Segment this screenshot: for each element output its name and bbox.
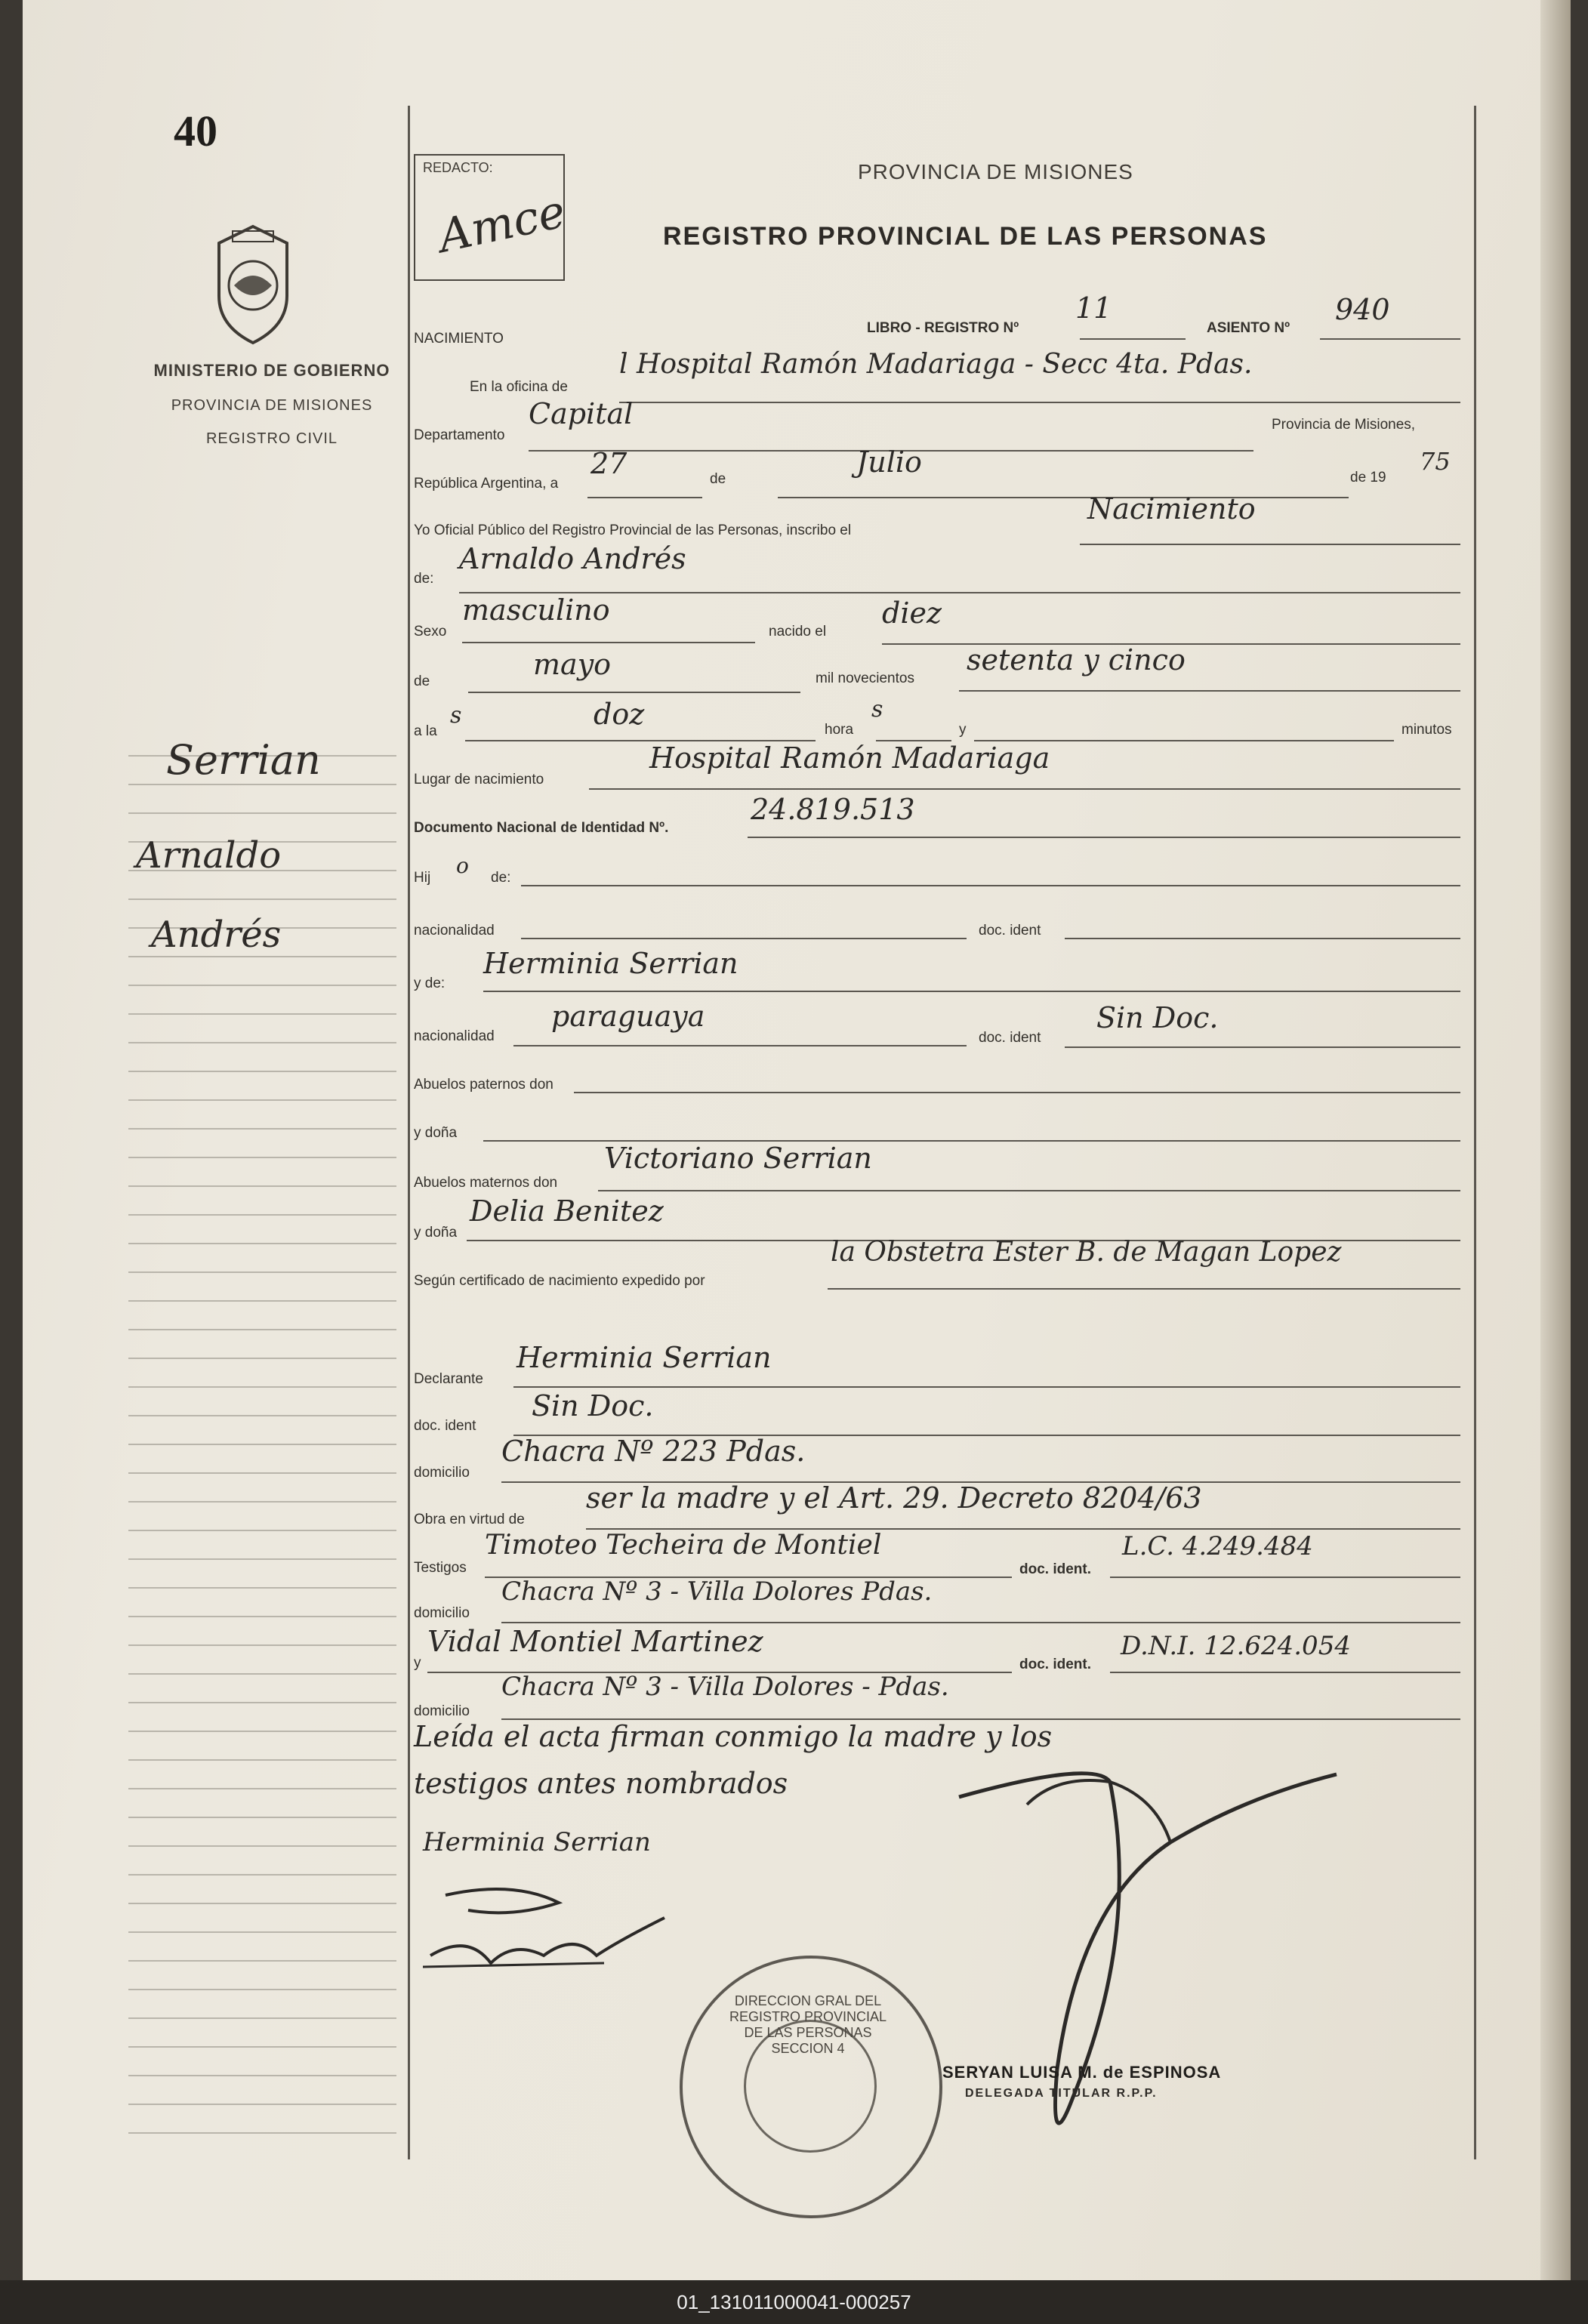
margin-ruled-line	[128, 956, 396, 957]
yde-label: y de:	[414, 976, 446, 991]
official-title: DELEGADA TITULAR R.P.P.	[965, 2087, 1158, 2100]
mes-nac-value: mayo	[533, 648, 612, 681]
province-title: PROVINCIA DE MISIONES	[858, 160, 1133, 183]
ministry-title: MINISTERIO DE GOBIERNO	[153, 361, 390, 380]
de-anio-label: de 19	[1350, 470, 1386, 485]
libro-label: LIBRO - REGISTRO Nº	[867, 320, 1019, 336]
margin-ruled-line	[128, 1099, 396, 1101]
de-label: de	[710, 471, 726, 487]
inscribo-value: Nacimiento	[1087, 492, 1256, 526]
nacimiento-label: NACIMIENTO	[414, 331, 504, 347]
margin-ruled-line	[128, 1845, 396, 1847]
docident1-label: doc. ident	[979, 923, 1041, 939]
asiento-label: ASIENTO Nº	[1207, 320, 1290, 336]
anio-nac-value: setenta y cinco	[967, 643, 1186, 677]
margin-ruled-line	[128, 1300, 396, 1302]
form-underline	[513, 1386, 1460, 1388]
abpat-label: Abuelos paternos don	[414, 1077, 553, 1093]
form-underline	[1080, 338, 1186, 340]
margin-name1: Arnaldo	[136, 834, 282, 877]
docident5-label: doc. ident.	[1019, 1657, 1091, 1672]
closing-line-2: testigos antes nombrados	[414, 1767, 788, 1800]
margin-ruled-line	[128, 1931, 396, 1933]
form-underline	[778, 497, 1349, 498]
margin-ruled-line	[128, 1501, 396, 1503]
form-underline	[1080, 544, 1460, 545]
nacido-label: nacido el	[769, 624, 827, 640]
margin-ruled-line	[128, 1644, 396, 1646]
margin-ruled-line	[128, 1042, 396, 1043]
margin-ruled-line	[128, 1185, 396, 1187]
margin-ruled-line	[128, 1214, 396, 1216]
minutos-label: minutos	[1401, 722, 1452, 738]
margin-ruled-line	[128, 2046, 396, 2048]
form-underline	[1110, 1672, 1460, 1673]
abmat-value: Victoriano Serrian	[604, 1142, 872, 1175]
dni-label: Documento Nacional de Identidad Nº.	[414, 820, 669, 836]
nombre-value: Arnaldo Andrés	[459, 542, 686, 575]
form-underline	[483, 991, 1460, 992]
domicilio1-label: domicilio	[414, 1465, 470, 1481]
asiento-value: 940	[1335, 293, 1390, 326]
hijo-de-label: de:	[491, 870, 511, 886]
sexo-value: masculino	[462, 593, 610, 627]
seal-text: DIRECCION GRAL DEL REGISTRO PROVINCIAL DE LAS PERSONAS SECCION 4	[729, 1993, 887, 2056]
sexo-label: Sexo	[414, 624, 447, 640]
page-number: 40	[174, 106, 217, 156]
margin-ruled-line	[128, 1329, 396, 1330]
margin-ruled-line	[128, 1013, 396, 1015]
oficina-value: l Hospital Ramón Madariaga - Secc 4ta. Pdas.	[619, 349, 1253, 380]
form-underline	[587, 497, 702, 498]
margin-ruled-line	[128, 1874, 396, 1876]
registry-title: REGISTRO PROVINCIAL DE LAS PERSONAS	[663, 222, 1268, 251]
declarante-value: Herminia Serrian	[516, 1341, 772, 1374]
margin-ruled-line	[128, 1759, 396, 1761]
departamento-label: Departamento	[414, 427, 505, 443]
form-underline	[959, 690, 1460, 692]
form-underline	[1065, 1046, 1460, 1048]
left-border-line	[408, 106, 410, 2159]
margin-ruled-line	[128, 1386, 396, 1388]
provincia-label: Provincia de Misiones,	[1272, 417, 1416, 433]
margin-ruled-line	[128, 1989, 396, 1990]
de2-label: de	[414, 673, 430, 689]
margin-ruled-line	[128, 1587, 396, 1589]
ydona2-label: y doña	[414, 1225, 458, 1241]
horas-suffix: s	[871, 696, 883, 723]
nac1-label: nacionalidad	[414, 923, 495, 939]
segun-value: la Obstetra Ester B. de Magan Lopez	[831, 1237, 1342, 1268]
margin-ruled-line	[128, 985, 396, 986]
file-caption: 01_131011000041-000257	[0, 2280, 1588, 2324]
y-label: y	[959, 722, 967, 738]
republica-label: República Argentina, a	[414, 476, 559, 492]
nacido-value: diez	[882, 596, 942, 630]
form-underline	[501, 1622, 1460, 1623]
form-underline	[1065, 938, 1460, 939]
declarante-label: Declarante	[414, 1371, 483, 1387]
docident3-label: doc. ident	[414, 1418, 476, 1434]
testigos-label: Testigos	[414, 1560, 467, 1576]
margin-ruled-line	[128, 1157, 396, 1158]
margin-ruled-line	[128, 2104, 396, 2105]
margin-ruled-line	[128, 1444, 396, 1445]
closing-line-1: Leída el acta firman conmigo la madre y los	[414, 1720, 1053, 1753]
official-name: SERYAN LUISA M. de ESPINOSA	[942, 2063, 1222, 2082]
margin-ruled-line	[128, 1530, 396, 1531]
y2-label: y	[414, 1655, 421, 1671]
margin-ruled-line	[128, 1702, 396, 1703]
anio-value: 75	[1420, 447, 1451, 476]
margin-ruled-line	[128, 1788, 396, 1789]
redacto-label: REDACTO:	[423, 160, 493, 175]
obra-value: ser la madre y el Art. 29. Decreto 8204/63	[586, 1481, 1202, 1515]
form-underline	[521, 938, 967, 939]
margin-name2: Andrés	[151, 914, 282, 956]
form-underline	[748, 837, 1460, 838]
nac2-label: nacionalidad	[414, 1028, 495, 1044]
page-edge	[1540, 0, 1571, 2280]
form-underline	[1110, 1577, 1460, 1578]
form-underline	[462, 642, 755, 643]
testigo1-value: Timoteo Techeira de Montiel	[485, 1530, 882, 1561]
ministry-province: PROVINCIA DE MISIONES	[171, 397, 373, 414]
de-nombre-label: de:	[414, 571, 434, 587]
margin-surname: Serrian	[166, 736, 321, 784]
domicilio1-value: Chacra Nº 223 Pdas.	[501, 1435, 806, 1468]
margin-ruled-line	[128, 2017, 396, 2019]
form-underline	[574, 1092, 1460, 1093]
form-underline	[598, 1190, 1460, 1191]
margin-ruled-line	[128, 1558, 396, 1560]
form-underline	[828, 1288, 1460, 1290]
margin-ruled-line	[128, 2075, 396, 2076]
form-underline	[589, 788, 1460, 790]
redacto-signature: Amce	[433, 185, 570, 264]
oficina-label: En la oficina de	[470, 379, 568, 395]
margin-ruled-line	[128, 1903, 396, 1904]
docident3-value: Sin Doc.	[532, 1389, 654, 1422]
testigo2-value: Vidal Montiel Martinez	[427, 1625, 763, 1658]
margin-ruled-line	[128, 1128, 396, 1130]
hijo-label: Hij	[414, 870, 431, 886]
abmat-label: Abuelos maternos don	[414, 1175, 558, 1191]
mes-value: Julio	[856, 445, 922, 479]
segun-label: Según certificado de nacimiento expedido por	[414, 1273, 705, 1289]
margin-ruled-line	[128, 898, 396, 900]
docident2-value: Sin Doc.	[1096, 1001, 1219, 1034]
form-underline	[521, 885, 1460, 886]
form-underline	[1320, 338, 1460, 340]
margin-ruled-line	[128, 812, 396, 814]
margin-ruled-line	[128, 1673, 396, 1675]
form-underline	[619, 402, 1460, 403]
coat-of-arms-icon	[204, 220, 302, 349]
form-underline	[468, 692, 800, 693]
official-signature-icon	[944, 1752, 1472, 2175]
ydona2-value: Delia Benitez	[470, 1194, 664, 1228]
dia-value: 27	[590, 447, 627, 480]
margin-ruled-line	[128, 1271, 396, 1273]
madre-value: Herminia Serrian	[483, 947, 738, 980]
ministry-registry: REGISTRO CIVIL	[205, 430, 338, 447]
margin-ruled-line	[128, 1071, 396, 1072]
domicilio2-value: Chacra Nº 3 - Villa Dolores Pdas.	[501, 1577, 933, 1607]
margin-ruled-line	[128, 1415, 396, 1416]
margin-ruled-line	[128, 784, 396, 785]
domicilio3-label: domicilio	[414, 1703, 470, 1719]
docident2-label: doc. ident	[979, 1030, 1041, 1046]
lugar-value: Hospital Ramón Madariaga	[649, 741, 1050, 775]
oficial-label: Yo Oficial Público del Registro Provincial de las Personas, inscribo el	[414, 522, 852, 538]
margin-ruled-line	[128, 1472, 396, 1474]
milnov-label: mil novecientos	[816, 670, 914, 686]
obra-label: Obra en virtud de	[414, 1512, 525, 1527]
horas-label: hora	[825, 722, 854, 738]
docident5-value: D.N.I. 12.624.054	[1121, 1631, 1351, 1661]
departamento-value: Capital	[529, 397, 634, 430]
lugar-label: Lugar de nacimiento	[414, 772, 544, 788]
margin-ruled-line	[128, 1616, 396, 1617]
domicilio3-value: Chacra Nº 3 - Villa Dolores - Pdas.	[501, 1672, 949, 1702]
form-underline	[513, 1045, 967, 1046]
ydona1-label: y doña	[414, 1125, 458, 1141]
hora-value: doz	[594, 698, 645, 731]
margin-ruled-line	[128, 1817, 396, 1818]
docident4-label: doc. ident.	[1019, 1561, 1091, 1577]
margin-ruled-line	[128, 1243, 396, 1244]
docident4-value: L.C. 4.249.484	[1122, 1531, 1313, 1561]
margin-ruled-line	[128, 1960, 396, 1962]
alas-label: a la	[414, 723, 437, 739]
witness-signatures-icon	[423, 1872, 695, 1993]
nac2-value: paraguaya	[551, 1000, 705, 1033]
dni-value: 24.819.513	[751, 793, 915, 826]
hijo-suffix: o	[456, 853, 469, 878]
alas-suffix: s	[450, 702, 462, 729]
margin-ruled-line	[128, 2132, 396, 2134]
margin-ruled-line	[128, 1731, 396, 1732]
signature-mother: Herminia Serrian	[423, 1827, 651, 1857]
margin-ruled-line	[128, 1358, 396, 1359]
right-border-line	[1474, 106, 1476, 2159]
libro-value: 11	[1075, 291, 1112, 325]
domicilio2-label: domicilio	[414, 1605, 470, 1621]
